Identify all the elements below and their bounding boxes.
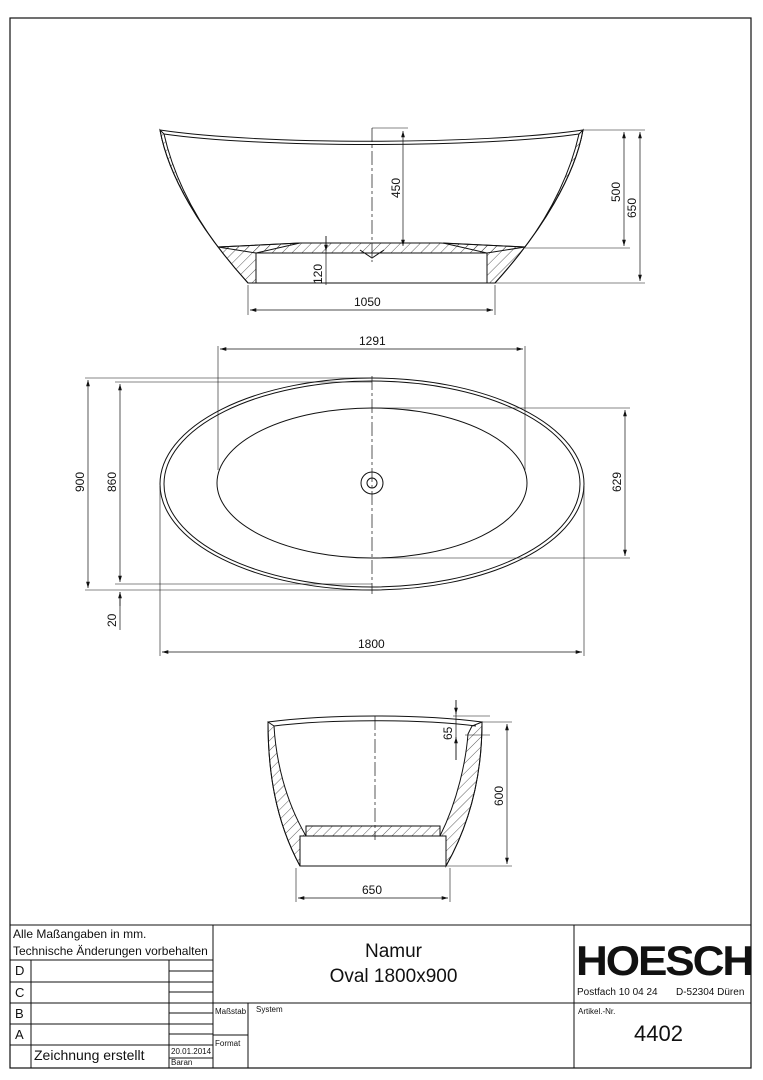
product-variant: Oval 1800x900 — [329, 966, 458, 987]
note-units: Alle Maßangaben in mm. — [13, 927, 147, 941]
dim-label-1800: 1800 — [358, 637, 385, 651]
dim-label-650: 650 — [625, 197, 639, 218]
article-label: Artikel.-Nr. — [578, 1007, 616, 1016]
drawing-created-label: Zeichnung erstellt — [34, 1047, 145, 1063]
dim-label-1050: 1050 — [354, 295, 381, 309]
address-city: D-52304 Düren — [676, 987, 745, 998]
dim-label-120: 120 — [311, 263, 325, 284]
side-view-bottom-hatch — [218, 243, 525, 253]
side-view-rim-inner — [164, 134, 579, 145]
dim-label-900: 900 — [73, 471, 87, 492]
side-view — [160, 128, 645, 315]
article-number: 4402 — [634, 1021, 683, 1046]
dim-label-860: 860 — [105, 471, 119, 492]
side-view-outer-shell — [160, 130, 583, 283]
dim-label-600: 600 — [492, 785, 506, 806]
massstab-label: Maßstab — [215, 1007, 247, 1016]
brand-logo: HOESCH — [576, 937, 753, 984]
side-view-left-wall-hatch — [160, 130, 300, 283]
end-view — [268, 700, 512, 902]
dim-label-65: 65 — [441, 726, 455, 740]
drawing-author: Baran — [171, 1058, 193, 1067]
dim-label-650b: 650 — [362, 883, 383, 897]
side-view-rim-top — [160, 130, 583, 141]
end-view-bottom-hatch — [306, 826, 440, 836]
dim-label-500: 500 — [609, 181, 623, 202]
revision-c: C — [15, 985, 25, 1000]
dim-label-20: 20 — [105, 613, 119, 627]
dim-label-1291: 1291 — [359, 334, 386, 348]
side-view-right-wall-hatch — [443, 130, 583, 283]
revision-a: A — [15, 1027, 24, 1042]
dim-label-629: 629 — [610, 471, 624, 492]
address-po-box: Postfach 10 04 24 — [577, 987, 658, 998]
end-view-pedestal — [300, 836, 446, 866]
revision-b: B — [15, 1006, 24, 1021]
system-label: System — [256, 1005, 283, 1014]
drawing-date: 20.01.2014 — [171, 1047, 212, 1056]
product-name: Namur — [364, 941, 422, 962]
format-label: Format — [215, 1039, 241, 1048]
note-changes: Technische Änderungen vorbehalten — [13, 944, 208, 958]
dim-label-450: 450 — [389, 177, 403, 198]
revision-d: D — [15, 963, 25, 978]
top-view — [85, 346, 630, 656]
